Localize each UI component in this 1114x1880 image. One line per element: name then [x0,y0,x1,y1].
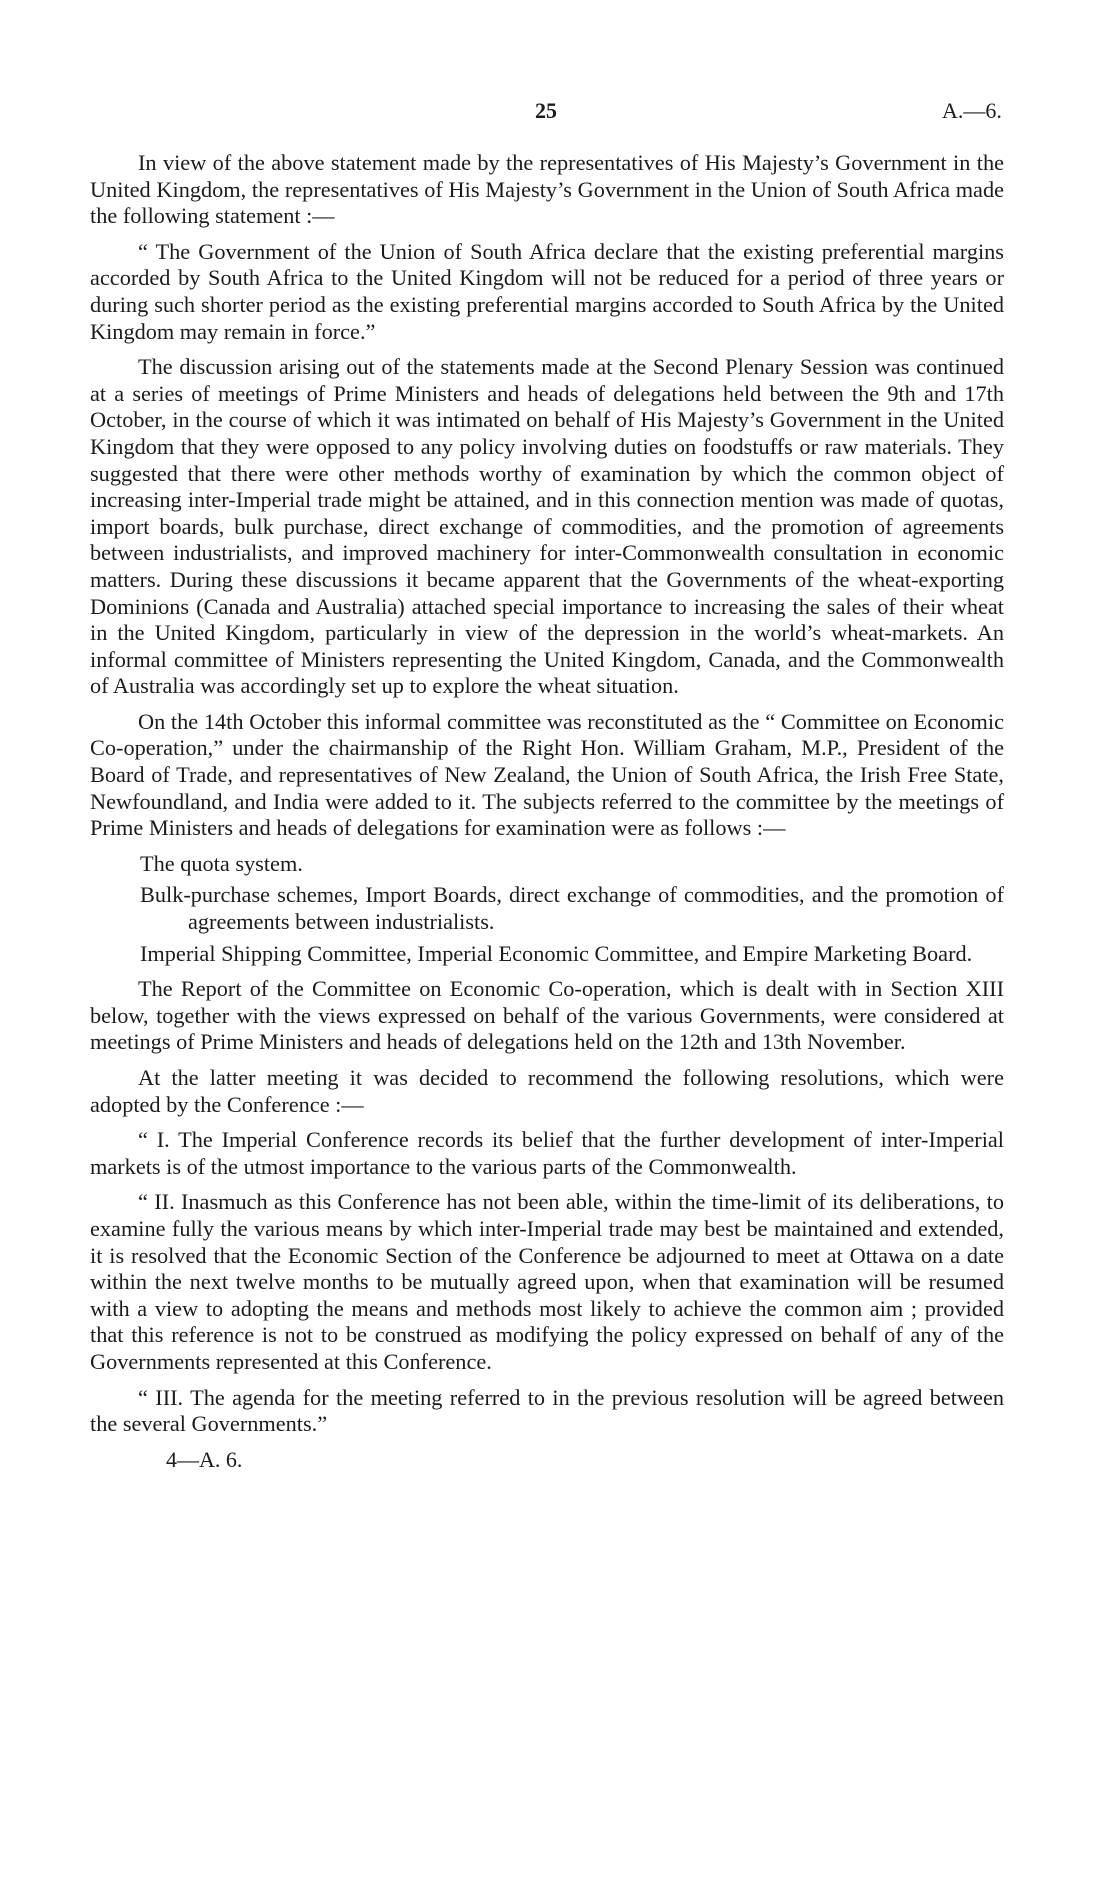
subject-item: Imperial Shipping Committee, Imperial Economic Committee, and Empire Marketing Board. [140,940,973,966]
document-reference: A.—6. [942,98,1002,123]
page-number: 25 [535,98,557,123]
document-body [90,150,1004,1473]
subject-item: Bulk-purchase schemes, Import Boards, direct exchange of commodities, and the promotion of agreements between industrialists. [140,882,1004,935]
paragraph-resolutions-intro: At the latter meeting it was decided to recommend the following resolutions, which were adopted by the Conference :— [90,1065,1004,1117]
paragraph-discussion: The discussion arising out of the statements made at the Second Plenary Session was continued at a series of meetings of Prime Ministers and heads of delegations held between the 9th and 17th October, in the course of which it was intimated on behalf of His Majesty’s Government in the United Kingdom that they were opposed to any policy involving duties on foodstuffs or raw materials. They suggested that there were other methods worthy of examination by which the common object of increasing inter-Imperial trade might be attained, and in this connection mention was made of quotas, import boards, bulk purchase, direct exchange of commodities, and the promotion of agreements between industrialists, and improved machinery for inter-Commonwealth consultation in economic matters. During these discussions it became apparent that the Governments of the wheat-exporting Dominions (Canada and Australia) attached special importance to increasing the sales of their wheat in the United Kingdom, particularly in view of the depression in the world’s wheat-markets. An informal committee of Ministers representing the United Kingdom, Canada, and the Commonwealth of Australia was accordingly set up to explore the wheat situation. [90,354,1004,699]
subjects-list [90,851,1004,967]
paragraph-south-africa-statement: “ The Government of the Union of South Africa declare that the existing preferential margins accorded by South Africa to the United Kingdom will not be reduced for a period of three years or during such shorter period as the existing preferential margins accorded to South Africa by the United Kingdom may remain in force.” [90,238,1004,344]
paragraph-report: The Report of the Committee on Economic Co-operation, which is dealt with in Section XIII below, together with the views expressed on behalf of the various Governments, were considered at meetings of Prime Ministers and heads of delegations held on the 12th and 13th November. [90,976,1004,1055]
signature-mark: 4—A. 6. [166,1446,243,1472]
resolution-two: “ II. Inasmuch as this Conference has not been able, within the time-limit of its deliberations, to examine fully the various means by which inter-Imperial trade may best be maintained and extended, it is resolved that the Economic Section of the Conference be adjourned to meet at Ottawa on a date within the next twelve months to be mutually agreed upon, when that examination will be resumed with a view to adopting the means and methods most likely to achieve the common aim ; provided that this reference is not to be construed as modifying the policy expressed on behalf of any of the Governments represented at this Conference. [90,1189,1004,1374]
paragraph-committee: On the 14th October this informal committee was reconstituted as the “ Committee on Economic Co-operation,” under the chairmanship of the Right Hon. William Graham, M.P., President of the Board of Trade, and representatives of New Zealand, the Union of South Africa, the Irish Free State, Newfoundland, and India were added to it. The subjects referred to the committee by the meetings of Prime Ministers and heads of delegations for examination were as follows :— [90,708,1004,841]
subject-item: The quota system. [140,850,303,876]
resolution-three: “ III. The agenda for the meeting referred to in the previous resolution will be agreed between the several Governments.” [90,1384,1004,1437]
paragraph-south-africa-intro: In view of the above statement made by the representatives of His Majesty’s Government in the United Kingdom, the representatives of His Majesty’s Government in the Union of South Africa made the following statement :— [90,150,1004,229]
resolution-one: “ I. The Imperial Conference records its belief that the further development of inter-Imperial markets is of the utmost importance to the various parts of the Commonwealth. [90,1127,1004,1179]
